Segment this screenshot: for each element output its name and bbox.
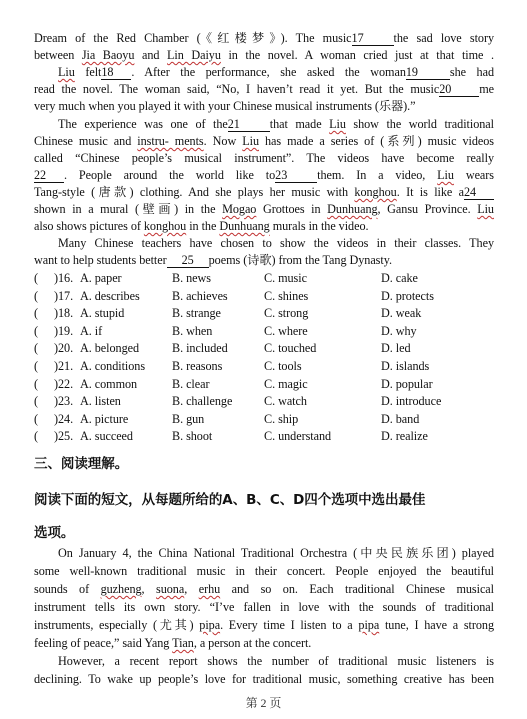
text-run: instrument tells its own story. “I’ve fallen in love with the sounds of traditional [34,600,494,614]
text-run: sounds of [34,582,101,596]
text-run: . It is like a [396,185,464,199]
proper-noun: Dunhuang [219,219,270,233]
option-d[interactable]: D. why [381,323,417,338]
answer-paren-open[interactable]: ( [34,376,39,391]
option-c[interactable]: C. music [264,271,307,285]
question-number: 24. [58,411,74,426]
cloze-blank: 18 [101,66,131,80]
option-d[interactable]: D. weak [381,306,422,321]
text-run: , [184,582,199,596]
answer-paren-close[interactable]: ) [54,306,59,321]
text-run: The experience was one of the [58,117,228,131]
option-c[interactable]: C. shines [264,288,309,303]
answer-paren-open[interactable]: ( [34,411,39,426]
passage2-line [34,635,494,652]
text-run: some well-known traditional music in their concert. People enjoyed the beautiful [34,564,494,578]
option-d[interactable]: D. islands [381,359,430,373]
text-run: tune, I have a strong [379,618,495,632]
text-run: she had [449,65,494,79]
option-b[interactable]: B. included [172,341,228,356]
text-run: Dream of the Red Chamber (《红楼梦》). The music [34,31,352,45]
proper-noun: Liu [437,168,454,182]
section-title: 三、阅读理解。 [34,456,129,472]
answer-paren-open[interactable]: ( [34,306,39,321]
question-number: 22. [58,376,74,391]
passage1-line [34,201,494,218]
proper-noun: konghou [143,219,187,233]
answer-paren-close[interactable]: ) [54,394,59,409]
page-number: 第 2 页 [245,696,282,710]
text-run: that made [269,117,330,131]
option-b[interactable]: B. clear [172,376,210,391]
passage1-line [34,252,494,269]
text-run: . Every time I listen to a [220,618,359,632]
text-run: in the novel. A woman cried just at that time . [220,48,494,62]
option-d[interactable]: D. realize [381,429,428,444]
option-c[interactable]: C. watch [264,394,307,409]
passage1-line [58,116,494,133]
question-row [34,323,494,340]
text-run: them. In a video, [317,168,438,182]
option-b[interactable]: B. achieves [172,288,228,303]
passage1-line [58,235,494,252]
option-a[interactable]: A. conditions [80,359,146,373]
option-b[interactable]: B. reasons [172,359,223,373]
option-c[interactable]: C. strong [264,306,309,321]
text-run: between [34,48,82,62]
text-run: wears [453,168,494,182]
text-run: , [141,582,157,596]
answer-paren-close[interactable]: ) [54,359,59,373]
question-number: 17. [58,288,74,303]
passage1-line [34,218,494,235]
question-number: 18. [58,306,74,321]
passage2-line [58,653,494,670]
text-run: . People around the world like to [64,168,276,182]
text-run: Chinese music and [34,134,138,148]
cloze-blank: 24 [464,186,494,200]
answer-paren-close[interactable]: ) [54,323,59,338]
proper-noun: Liu [477,202,494,216]
question-number: 25. [58,429,74,444]
passage2-line [34,563,494,580]
answer-paren-open[interactable]: ( [34,341,39,356]
answer-paren-close[interactable]: ) [54,341,59,356]
passage1-line [34,167,494,184]
proper-noun: Tian [172,636,194,650]
text-run: also shows pictures of [34,219,144,233]
text-run: murals in the video. [269,219,369,233]
passage1-line [34,184,494,201]
question-row [34,393,494,410]
proper-noun: Jia Baoyu [81,48,135,62]
question-row [34,270,494,287]
text-run: want to help students better [34,253,167,267]
text-run: poems (诗歌) from the Tang Dynasty. [208,253,392,267]
option-d[interactable]: D. cake [381,271,418,285]
answer-paren-close[interactable]: ) [54,288,59,303]
passage2-line [34,617,494,634]
text-run: On January 4, the China National Traditional Orchestra (中央民族乐团) played [58,546,494,560]
option-b[interactable]: B. strange [172,306,221,321]
option-d[interactable]: D. band [381,411,420,426]
answer-paren-open[interactable]: ( [34,271,39,285]
passage2-line [58,545,494,562]
text-run: instruments, especially (尤其) [34,618,200,632]
text-run: called “Chinese people’s musical instrument”. The videos have become really [34,151,494,165]
passage1-line [34,30,494,47]
text-run: . After the performance, she asked the woman [131,65,406,79]
text-run: , a person at the concert. [193,636,312,650]
option-a[interactable]: A. paper [80,271,122,285]
passage1-line [34,133,494,150]
proper-noun: Dunhuang [327,202,378,216]
proper-noun: Mogao [222,202,257,216]
text-run: in the [186,219,220,233]
text-run: Grottoes in [256,202,328,216]
text-run: shown in a mural (壁画) in the [34,202,223,216]
proper-noun: Liu [58,65,75,79]
option-c[interactable]: C. touched [264,341,317,356]
option-a[interactable]: A. picture [80,411,129,426]
option-c[interactable]: C. ship [264,411,299,426]
option-d[interactable]: D. popular [381,376,433,391]
option-b[interactable]: B. when [172,323,213,338]
proper-noun: pipa [358,618,380,632]
question-number: 23. [58,394,74,409]
answer-paren-close[interactable]: ) [54,411,59,426]
option-a[interactable]: A. if [80,323,103,338]
answer-paren-close[interactable]: ) [54,271,59,285]
question-number: 16. [58,271,74,285]
passage2-line [34,671,494,688]
text-run: very much when you played it with your Chinese musical instruments (乐器).” [34,99,416,113]
text-run: read the novel. The woman said, “No, I haven’t read it yet. But the music [34,82,440,96]
question-number: 20. [58,341,74,356]
text-run: me [479,82,494,96]
proper-noun: suona [156,582,185,596]
text-run: Many Chinese teachers have chosen to show the videos in their classes. They [58,236,494,250]
proper-noun: Lin Daiyu [167,48,221,62]
proper-noun: pipa [199,618,221,632]
section-instruction: 阅读下面的短文，从每题所给的A、B、C、D四个选项中选出最佳 [34,492,426,508]
answer-paren-close[interactable]: ) [54,376,59,391]
text-run: and [134,48,167,62]
cloze-blank: 21 [228,118,270,132]
option-b[interactable]: B. challenge [172,394,233,409]
question-row [34,411,494,428]
proper-noun: Liu [329,117,346,131]
cloze-blank: 25 [167,254,209,268]
text-run: the sad love story [393,31,494,45]
option-c[interactable]: C. where [264,323,308,338]
text-run: Tang-style (唐款) clothing. And she plays her music with [34,185,355,199]
text-run: show the world traditional [345,117,494,131]
text-run: . Now [203,134,243,148]
option-c[interactable]: C. magic [264,376,308,391]
text-run: has made a series of (系列) music videos [259,134,494,148]
passage1-line [34,47,494,64]
proper-noun: instru- ments [137,134,204,148]
passage1-line [58,64,494,81]
question-row [34,358,494,375]
cloze-blank: 22 [34,169,64,183]
passage2-line [34,599,494,616]
question-number: 21. [58,359,74,373]
text-run: feeling of peace,” said Yang [34,636,173,650]
option-c[interactable]: C. tools [264,359,302,373]
option-a[interactable]: A. stupid [80,306,125,321]
question-row [34,305,494,322]
text-run: and so on. Each traditional Chinese musical [220,582,494,596]
question-row [34,376,494,393]
answer-paren-open[interactable]: ( [34,288,39,303]
option-b[interactable]: B. news [172,271,211,285]
cloze-blank: 20 [439,83,479,97]
question-row [34,340,494,357]
answer-paren-open[interactable]: ( [34,429,39,444]
option-b[interactable]: B. gun [172,411,205,426]
passage1-line [34,98,494,115]
option-a[interactable]: A. common [80,376,138,391]
option-c[interactable]: C. understand [264,429,332,444]
answer-paren-close[interactable]: ) [54,429,59,444]
option-a[interactable]: A. describes [80,288,140,303]
passage1-line [34,150,494,167]
passage1-line [34,81,494,98]
text-run: However, a recent report shows the number of traditional music listeners is [58,654,494,668]
proper-noun: Liu [242,134,259,148]
text-run: , Gansu Province. [377,202,478,216]
option-a[interactable]: A. listen [80,394,121,409]
option-a[interactable]: A. belonged [80,341,140,356]
proper-noun: konghou [354,185,397,199]
answer-paren-open[interactable]: ( [34,394,39,409]
passage2-line [34,581,494,598]
question-row [34,288,494,305]
option-d[interactable]: D. introduce [381,394,442,409]
proper-noun: erhu [198,582,221,596]
cloze-blank: 19 [406,66,450,80]
question-row [34,428,494,445]
answer-paren-open[interactable]: ( [34,359,39,373]
proper-noun: guzheng [100,582,142,596]
section-instruction-cont: 选项。 [34,525,75,541]
cloze-blank: 23 [275,169,317,183]
option-b[interactable]: B. shoot [172,429,213,444]
option-d[interactable]: D. protects [381,288,434,303]
question-number: 19. [58,323,74,338]
answer-paren-open[interactable]: ( [34,323,39,338]
option-a[interactable]: A. succeed [80,429,133,444]
cloze-blank: 17 [352,32,394,46]
text-run: felt [74,65,102,79]
text-run: declining. To wake up people’s love for traditional music, something creative has been [34,672,494,686]
option-d[interactable]: D. led [381,341,411,356]
